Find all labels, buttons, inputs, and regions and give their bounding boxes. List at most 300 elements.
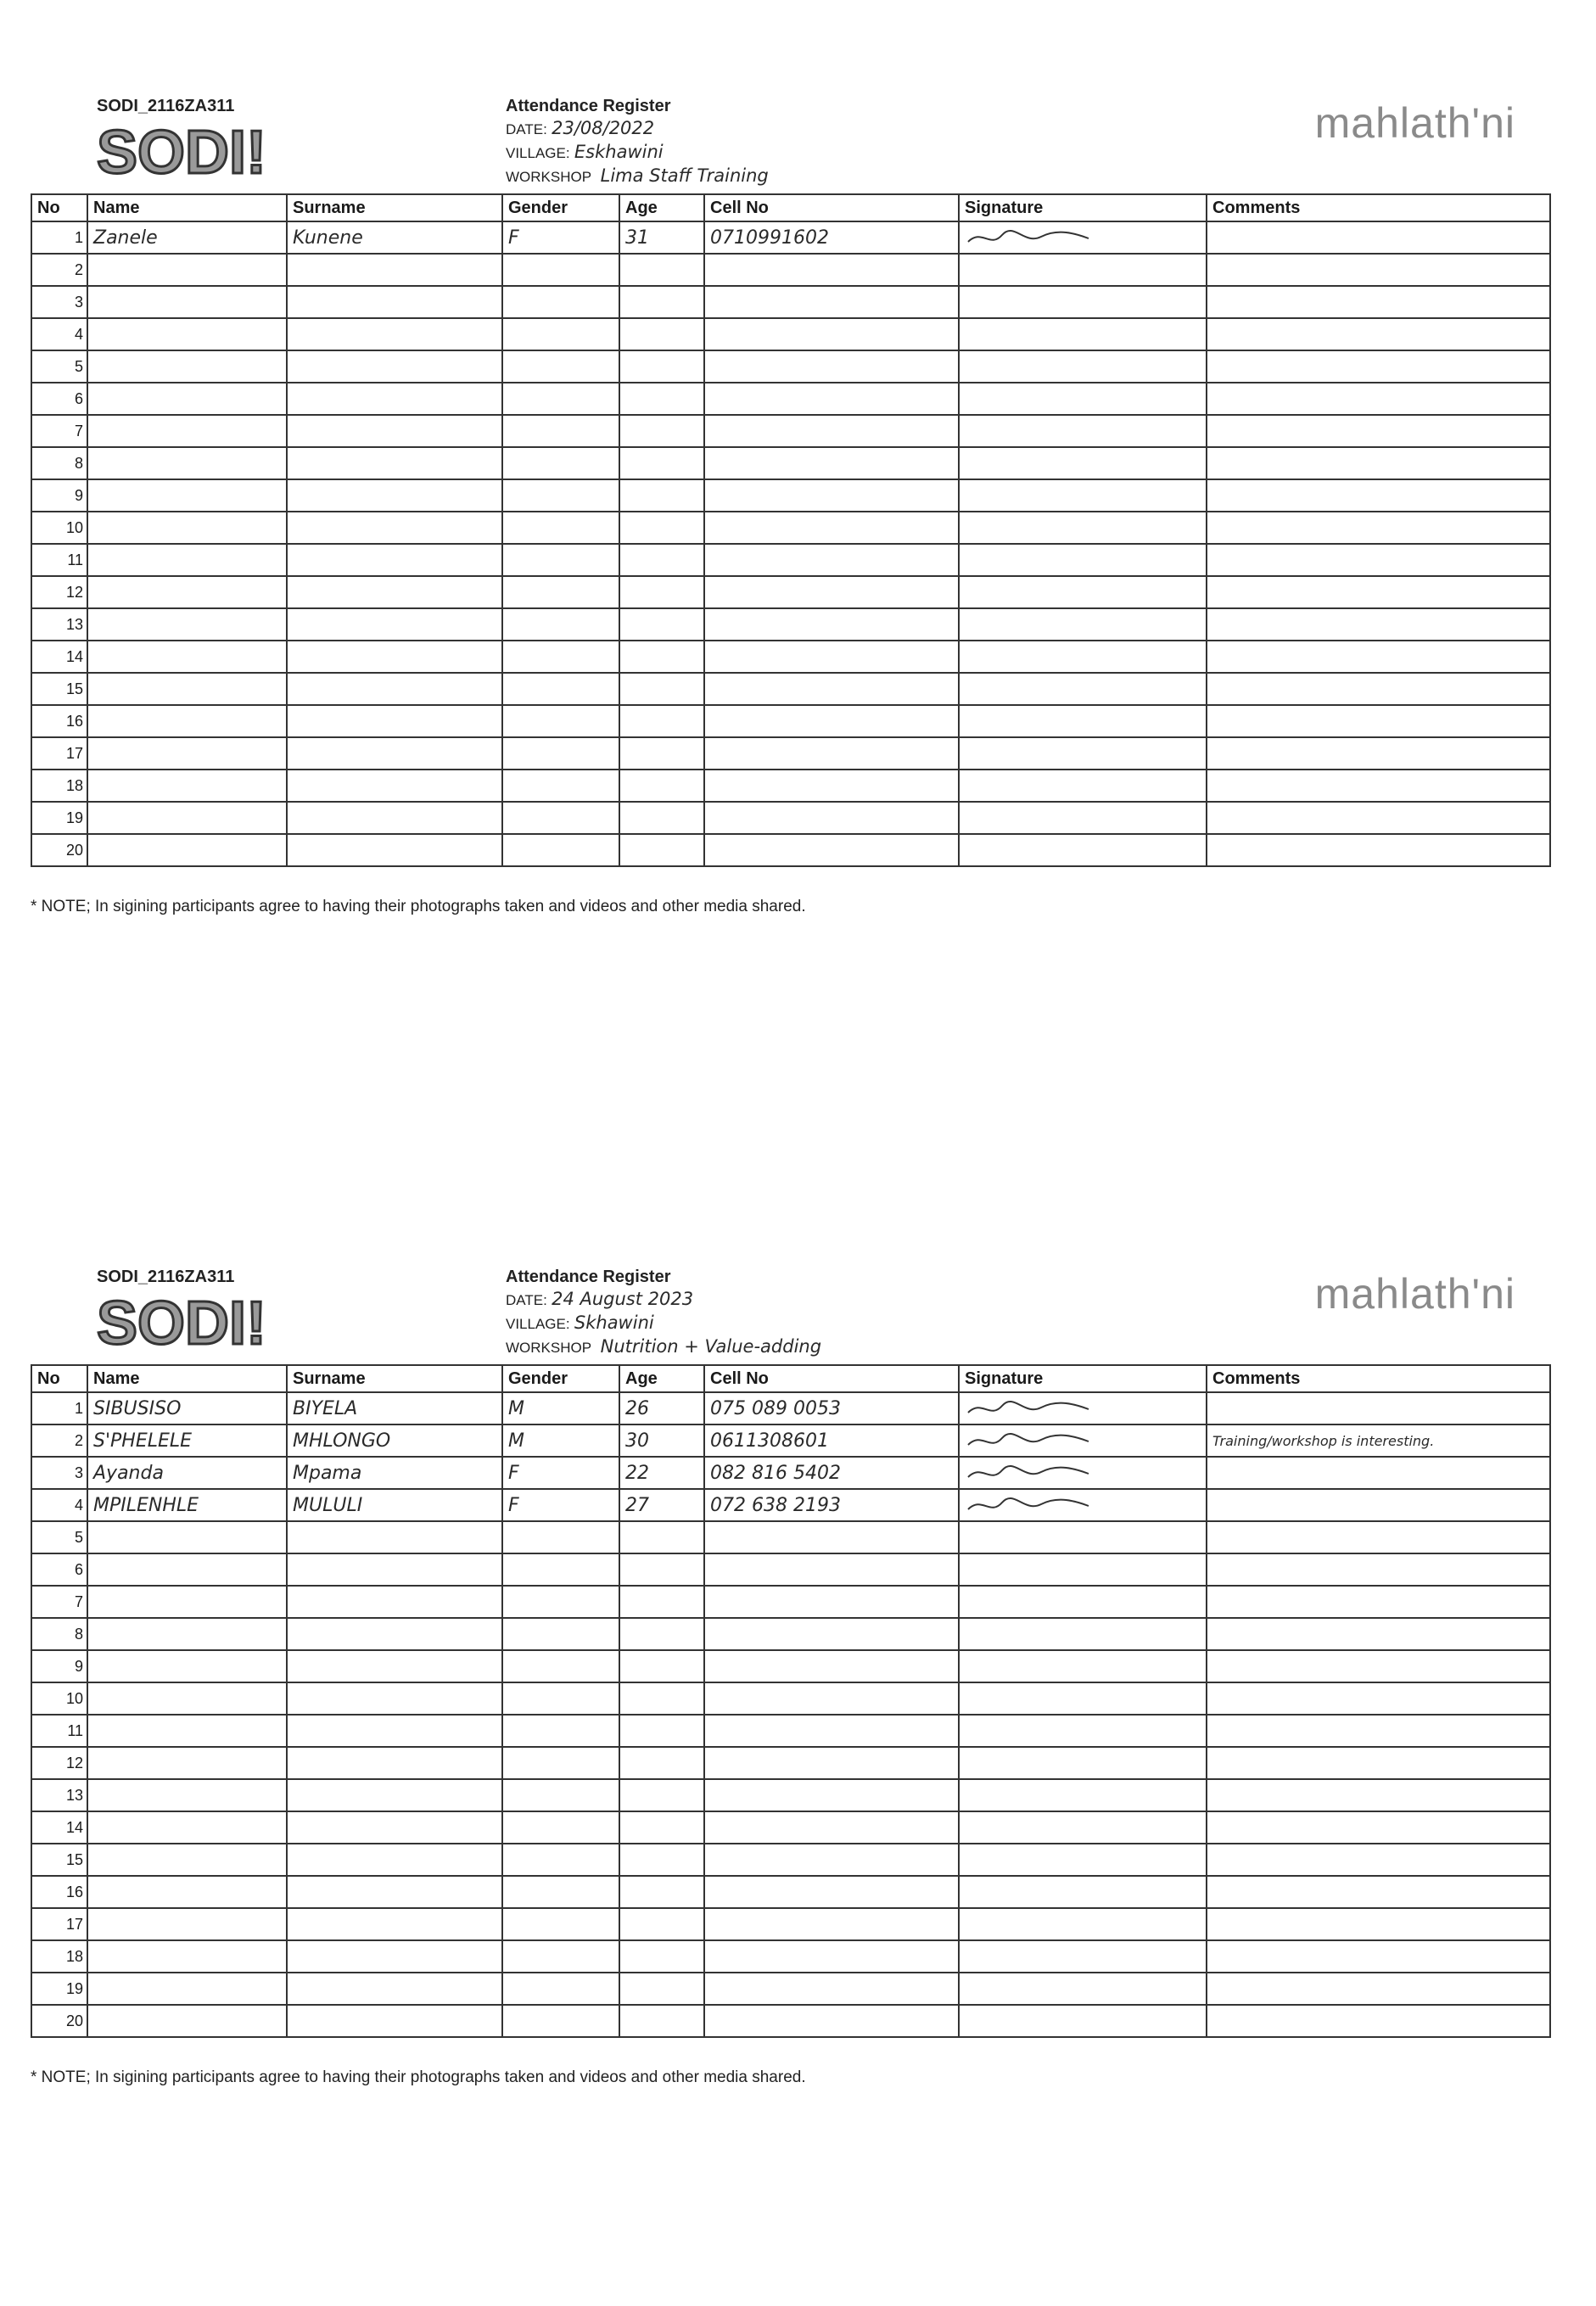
cell-age: 26	[619, 1392, 704, 1424]
cell-gender	[502, 1682, 619, 1715]
table-row	[31, 1489, 1550, 1521]
cell-comments	[1207, 447, 1550, 479]
cell-surname	[287, 1682, 502, 1715]
cell-surname	[287, 512, 502, 544]
cell-surname	[287, 286, 502, 318]
cell-age	[619, 1908, 704, 1940]
cell-comments	[1207, 705, 1550, 737]
cell-age	[619, 834, 704, 866]
table-row	[31, 1521, 1550, 1553]
cell-signature	[959, 1973, 1207, 2005]
cell-surname	[287, 737, 502, 770]
cell-age	[619, 802, 704, 834]
cell-signature	[959, 608, 1207, 641]
cell-phone	[704, 770, 959, 802]
cell-signature	[959, 1489, 1207, 1521]
cell-comments	[1207, 1392, 1550, 1424]
cell-surname	[287, 1908, 502, 1940]
cell-gender	[502, 512, 619, 544]
cell-comments	[1207, 1747, 1550, 1779]
cell-age	[619, 2005, 704, 2037]
cell-name	[87, 447, 287, 479]
cell-surname	[287, 802, 502, 834]
cell-surname: Kunene	[287, 221, 502, 254]
cell-comments	[1207, 576, 1550, 608]
table-row	[31, 1908, 1550, 1940]
sodi-logo	[95, 1288, 290, 1359]
cell-age: 22	[619, 1457, 704, 1489]
cell-gender	[502, 415, 619, 447]
cell-comments	[1207, 286, 1550, 318]
row-number: 12	[31, 576, 87, 608]
workshop-label: WORKSHOP	[506, 1340, 592, 1356]
table-row	[31, 770, 1550, 802]
row-number: 5	[31, 350, 87, 383]
row-number: 19	[31, 802, 87, 834]
row-number: 20	[31, 2005, 87, 2037]
svg-text:SODI!: SODI!	[97, 1290, 267, 1357]
cell-surname	[287, 705, 502, 737]
table-row	[31, 383, 1550, 415]
row-number: 10	[31, 512, 87, 544]
col-cell: Cell No	[704, 1365, 959, 1392]
cell-name	[87, 1940, 287, 1973]
cell-gender	[502, 673, 619, 705]
cell-age	[619, 1650, 704, 1682]
cell-phone	[704, 350, 959, 383]
consent-note: * NOTE; In sigining participants agree to having their photographs taken and videos and other media shared.	[31, 2068, 806, 2086]
cell-phone	[704, 1521, 959, 1553]
col-no: No	[31, 1365, 87, 1392]
table-row	[31, 705, 1550, 737]
cell-name	[87, 350, 287, 383]
cell-name	[87, 673, 287, 705]
date-label: DATE:	[506, 121, 547, 137]
cell-name	[87, 1586, 287, 1618]
project-code: SODI_2116ZA311	[97, 97, 235, 115]
workshop-value: Nutrition + Value-adding	[600, 1336, 822, 1357]
cell-age	[619, 1682, 704, 1715]
cell-phone: 072 638 2193	[704, 1489, 959, 1521]
cell-gender	[502, 286, 619, 318]
cell-surname	[287, 1940, 502, 1973]
cell-gender	[502, 737, 619, 770]
row-number: 4	[31, 1489, 87, 1521]
cell-gender: F	[502, 1457, 619, 1489]
attendance-sheet-1	[31, 85, 1549, 984]
cell-name	[87, 1650, 287, 1682]
table-row	[31, 1457, 1550, 1489]
cell-signature	[959, 576, 1207, 608]
cell-gender	[502, 770, 619, 802]
cell-phone	[704, 802, 959, 834]
cell-phone	[704, 1779, 959, 1811]
cell-phone	[704, 479, 959, 512]
cell-age: 30	[619, 1424, 704, 1457]
cell-phone	[704, 544, 959, 576]
cell-gender: M	[502, 1424, 619, 1457]
cell-phone	[704, 1553, 959, 1586]
date-value: 24 August 2023	[552, 1289, 694, 1309]
row-number: 12	[31, 1747, 87, 1779]
cell-signature	[959, 1553, 1207, 1586]
mahlathini-logo: mahlath'ni	[1314, 1270, 1515, 1318]
cell-age: 31	[619, 221, 704, 254]
sodi-logo	[95, 117, 290, 188]
cell-signature	[959, 705, 1207, 737]
cell-gender	[502, 383, 619, 415]
cell-surname: MULULI	[287, 1489, 502, 1521]
cell-phone: 0710991602	[704, 221, 959, 254]
col-comments: Comments	[1207, 1365, 1550, 1392]
cell-gender: F	[502, 1489, 619, 1521]
row-number: 7	[31, 1586, 87, 1618]
cell-gender	[502, 1618, 619, 1650]
cell-surname	[287, 1650, 502, 1682]
table-row	[31, 834, 1550, 866]
cell-comments	[1207, 608, 1550, 641]
row-number: 10	[31, 1682, 87, 1715]
col-signature: Signature	[959, 194, 1207, 221]
village-label: VILLAGE:	[506, 145, 570, 161]
row-number: 3	[31, 1457, 87, 1489]
cell-name: Zanele	[87, 221, 287, 254]
cell-surname	[287, 1715, 502, 1747]
row-number: 1	[31, 221, 87, 254]
cell-name	[87, 802, 287, 834]
cell-gender	[502, 1715, 619, 1747]
cell-comments	[1207, 1811, 1550, 1844]
col-no: No	[31, 194, 87, 221]
cell-phone: 082 816 5402	[704, 1457, 959, 1489]
cell-gender	[502, 318, 619, 350]
cell-comments	[1207, 1715, 1550, 1747]
col-signature: Signature	[959, 1365, 1207, 1392]
cell-signature	[959, 1715, 1207, 1747]
cell-name	[87, 512, 287, 544]
row-number: 6	[31, 383, 87, 415]
cell-age	[619, 1715, 704, 1747]
cell-name	[87, 641, 287, 673]
table-row	[31, 1747, 1550, 1779]
cell-comments	[1207, 1779, 1550, 1811]
table-row	[31, 221, 1550, 254]
signature-scribble	[965, 225, 1092, 250]
table-row	[31, 673, 1550, 705]
cell-age	[619, 383, 704, 415]
register-header	[506, 95, 769, 188]
cell-phone	[704, 2005, 959, 2037]
village-value: Eskhawini	[574, 142, 664, 162]
village-value: Skhawini	[574, 1313, 654, 1333]
table-row	[31, 1586, 1550, 1618]
mahlathini-logo: mahlath'ni	[1314, 99, 1515, 147]
row-number: 8	[31, 447, 87, 479]
cell-name	[87, 576, 287, 608]
cell-comments	[1207, 770, 1550, 802]
cell-signature	[959, 479, 1207, 512]
cell-signature	[959, 318, 1207, 350]
table-row	[31, 1650, 1550, 1682]
cell-signature	[959, 1586, 1207, 1618]
cell-comments	[1207, 1876, 1550, 1908]
cell-age	[619, 447, 704, 479]
cell-comments	[1207, 544, 1550, 576]
cell-name: SIBUSISO	[87, 1392, 287, 1424]
project-code: SODI_2116ZA311	[97, 1268, 235, 1286]
cell-gender	[502, 1973, 619, 2005]
cell-surname	[287, 415, 502, 447]
row-number: 4	[31, 318, 87, 350]
cell-signature	[959, 1908, 1207, 1940]
row-number: 18	[31, 1940, 87, 1973]
cell-comments	[1207, 834, 1550, 866]
cell-name	[87, 479, 287, 512]
cell-surname	[287, 1553, 502, 1586]
register-header	[506, 1266, 821, 1359]
cell-phone	[704, 1811, 959, 1844]
cell-signature	[959, 286, 1207, 318]
cell-gender	[502, 447, 619, 479]
cell-name	[87, 834, 287, 866]
row-number: 16	[31, 1876, 87, 1908]
cell-signature	[959, 1811, 1207, 1844]
row-number: 11	[31, 1715, 87, 1747]
table-row	[31, 254, 1550, 286]
workshop-value: Lima Staff Training	[600, 165, 769, 186]
cell-surname: BIYELA	[287, 1392, 502, 1424]
col-age: Age	[619, 1365, 704, 1392]
cell-comments	[1207, 1940, 1550, 1973]
cell-comments	[1207, 512, 1550, 544]
cell-name	[87, 1618, 287, 1650]
cell-age	[619, 544, 704, 576]
signature-scribble	[965, 1396, 1092, 1421]
cell-signature	[959, 221, 1207, 254]
cell-name	[87, 770, 287, 802]
svg-text:SODI!: SODI!	[97, 119, 267, 187]
col-gender: Gender	[502, 194, 619, 221]
cell-surname	[287, 2005, 502, 2037]
table-row	[31, 1779, 1550, 1811]
cell-name	[87, 737, 287, 770]
cell-age	[619, 479, 704, 512]
cell-phone	[704, 447, 959, 479]
cell-signature	[959, 802, 1207, 834]
cell-phone	[704, 705, 959, 737]
cell-name	[87, 1715, 287, 1747]
consent-note: * NOTE; In sigining participants agree to having their photographs taken and videos and other media shared.	[31, 898, 806, 915]
cell-signature	[959, 2005, 1207, 2037]
cell-name	[87, 1876, 287, 1908]
cell-gender	[502, 1586, 619, 1618]
cell-name: Ayanda	[87, 1457, 287, 1489]
cell-age	[619, 286, 704, 318]
cell-surname	[287, 1521, 502, 1553]
cell-phone	[704, 254, 959, 286]
cell-signature	[959, 641, 1207, 673]
col-name: Name	[87, 1365, 287, 1392]
signature-scribble	[965, 1460, 1092, 1486]
cell-phone	[704, 383, 959, 415]
table-row	[31, 576, 1550, 608]
cell-phone	[704, 1715, 959, 1747]
cell-comments	[1207, 1844, 1550, 1876]
cell-surname	[287, 254, 502, 286]
cell-phone	[704, 1844, 959, 1876]
cell-signature	[959, 1844, 1207, 1876]
col-cell: Cell No	[704, 194, 959, 221]
cell-phone	[704, 1650, 959, 1682]
table-row	[31, 479, 1550, 512]
cell-phone	[704, 1973, 959, 2005]
date-label: DATE:	[506, 1292, 547, 1308]
cell-phone	[704, 608, 959, 641]
cell-age	[619, 1973, 704, 2005]
cell-age	[619, 705, 704, 737]
cell-gender	[502, 1650, 619, 1682]
cell-gender	[502, 1521, 619, 1553]
table-row	[31, 447, 1550, 479]
row-number: 15	[31, 673, 87, 705]
cell-age	[619, 318, 704, 350]
cell-name	[87, 415, 287, 447]
cell-name	[87, 1553, 287, 1586]
table-row	[31, 1618, 1550, 1650]
cell-signature	[959, 1940, 1207, 1973]
cell-name	[87, 1844, 287, 1876]
row-number: 20	[31, 834, 87, 866]
cell-phone	[704, 415, 959, 447]
cell-surname	[287, 1844, 502, 1876]
cell-surname	[287, 834, 502, 866]
cell-phone	[704, 1940, 959, 1973]
cell-signature	[959, 1779, 1207, 1811]
row-number: 1	[31, 1392, 87, 1424]
cell-comments	[1207, 254, 1550, 286]
cell-phone	[704, 1747, 959, 1779]
cell-phone	[704, 286, 959, 318]
cell-surname	[287, 383, 502, 415]
col-name: Name	[87, 194, 287, 221]
cell-signature	[959, 254, 1207, 286]
row-number: 8	[31, 1618, 87, 1650]
cell-age	[619, 737, 704, 770]
table-row	[31, 1876, 1550, 1908]
cell-signature	[959, 1521, 1207, 1553]
table-row	[31, 1940, 1550, 1973]
cell-signature	[959, 415, 1207, 447]
cell-comments	[1207, 1553, 1550, 1586]
cell-signature	[959, 1424, 1207, 1457]
cell-gender	[502, 705, 619, 737]
cell-surname	[287, 1618, 502, 1650]
row-number: 2	[31, 254, 87, 286]
row-number: 6	[31, 1553, 87, 1586]
table-body	[31, 221, 1550, 866]
table-row	[31, 641, 1550, 673]
cell-surname	[287, 1811, 502, 1844]
cell-signature	[959, 1682, 1207, 1715]
cell-age	[619, 1844, 704, 1876]
cell-surname	[287, 608, 502, 641]
cell-phone	[704, 673, 959, 705]
register-title: Attendance Register	[506, 97, 671, 115]
cell-signature	[959, 447, 1207, 479]
cell-surname	[287, 479, 502, 512]
cell-age	[619, 1553, 704, 1586]
table-row	[31, 608, 1550, 641]
cell-phone	[704, 641, 959, 673]
row-number: 16	[31, 705, 87, 737]
cell-age	[619, 1876, 704, 1908]
cell-name	[87, 544, 287, 576]
attendance-sheet-2	[31, 1256, 1549, 2155]
row-number: 11	[31, 544, 87, 576]
cell-phone	[704, 1618, 959, 1650]
row-number: 17	[31, 737, 87, 770]
cell-signature	[959, 673, 1207, 705]
cell-age	[619, 1940, 704, 1973]
cell-name	[87, 254, 287, 286]
cell-age	[619, 673, 704, 705]
cell-comments	[1207, 350, 1550, 383]
cell-comments	[1207, 318, 1550, 350]
cell-surname	[287, 1586, 502, 1618]
cell-age	[619, 641, 704, 673]
row-number: 17	[31, 1908, 87, 1940]
cell-phone: 075 089 0053	[704, 1392, 959, 1424]
cell-age	[619, 576, 704, 608]
cell-gender: F	[502, 221, 619, 254]
register-title: Attendance Register	[506, 1268, 671, 1286]
cell-age	[619, 512, 704, 544]
cell-gender	[502, 254, 619, 286]
cell-surname	[287, 673, 502, 705]
table-row	[31, 350, 1550, 383]
cell-surname: Mpama	[287, 1457, 502, 1489]
cell-name: MPILENHLE	[87, 1489, 287, 1521]
cell-name	[87, 705, 287, 737]
cell-gender	[502, 608, 619, 641]
cell-surname	[287, 318, 502, 350]
row-number: 14	[31, 1811, 87, 1844]
cell-comments	[1207, 1489, 1550, 1521]
cell-surname	[287, 641, 502, 673]
cell-comments	[1207, 1682, 1550, 1715]
cell-comments	[1207, 1908, 1550, 1940]
cell-surname	[287, 1876, 502, 1908]
cell-name	[87, 1908, 287, 1940]
cell-age	[619, 608, 704, 641]
row-number: 13	[31, 608, 87, 641]
table-row	[31, 544, 1550, 576]
cell-gender	[502, 350, 619, 383]
cell-phone: 0611308601	[704, 1424, 959, 1457]
table-row	[31, 1973, 1550, 2005]
cell-comments	[1207, 383, 1550, 415]
cell-comments	[1207, 1650, 1550, 1682]
table-row	[31, 802, 1550, 834]
table-row	[31, 1553, 1550, 1586]
table-row	[31, 1811, 1550, 1844]
table-row	[31, 415, 1550, 447]
cell-phone	[704, 1908, 959, 1940]
cell-signature	[959, 834, 1207, 866]
cell-gender	[502, 1779, 619, 1811]
cell-comments	[1207, 1457, 1550, 1489]
cell-name	[87, 2005, 287, 2037]
